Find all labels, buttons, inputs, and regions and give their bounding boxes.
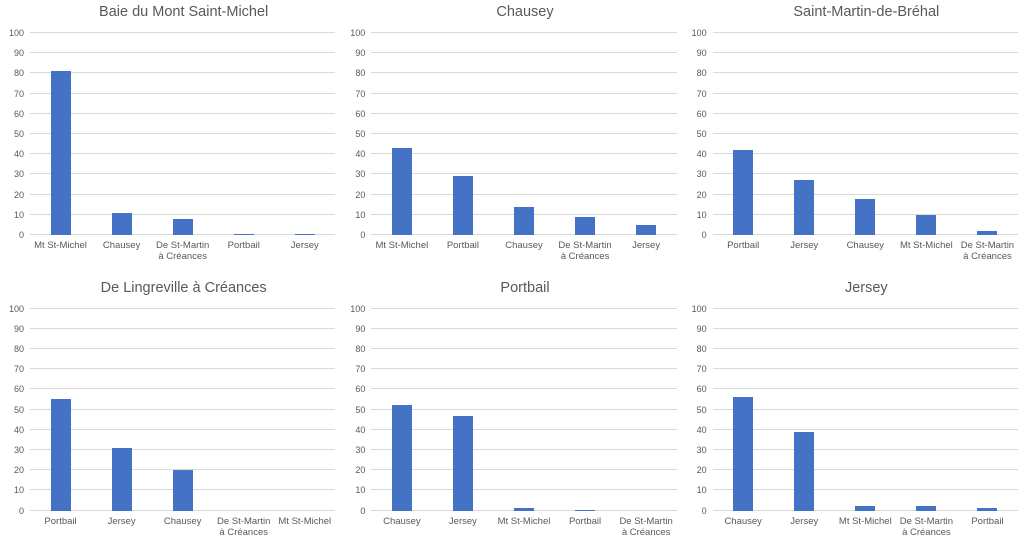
gridline xyxy=(371,368,676,369)
y-tick-label: 50 xyxy=(13,129,24,139)
gridline xyxy=(30,368,335,369)
y-tick-label: 10 xyxy=(355,209,366,220)
y-tick-label: 30 xyxy=(696,169,707,180)
bar-chausey xyxy=(392,405,412,510)
gridline xyxy=(713,32,1018,33)
y-tick-label: 70 xyxy=(355,88,366,99)
gridline xyxy=(371,328,676,329)
y-tick-label: 60 xyxy=(13,108,24,119)
gridline xyxy=(371,449,676,450)
y-tick-label: 70 xyxy=(13,88,24,99)
gridline xyxy=(30,308,335,309)
bar-portbail xyxy=(453,176,473,235)
chart-title: Chausey xyxy=(496,4,554,20)
y-tick-label: 90 xyxy=(13,48,24,59)
gridline xyxy=(713,348,1018,349)
gridline xyxy=(713,308,1018,309)
bar-mt-st-michel xyxy=(51,71,71,235)
plot-area xyxy=(713,33,1018,235)
y-tick-label: 70 xyxy=(355,364,366,375)
x-category-label: Jersey xyxy=(448,515,477,527)
bar-portbail xyxy=(51,399,71,510)
y-tick-label: 60 xyxy=(696,384,707,395)
gridline xyxy=(371,348,676,349)
y-tick-label: 50 xyxy=(696,129,707,139)
y-tick-label: 30 xyxy=(355,444,366,455)
y-tick-label: 30 xyxy=(355,169,366,180)
x-category-label: Jersey xyxy=(790,240,819,251)
bar-chausey xyxy=(855,199,875,235)
gridline xyxy=(371,72,676,73)
y-tick-label: 50 xyxy=(355,404,366,415)
x-category-label: Mt St-Michel xyxy=(838,515,892,527)
gridline xyxy=(30,52,335,53)
y-tick-label: 40 xyxy=(13,149,24,160)
y-tick-label: 20 xyxy=(13,465,24,476)
y-tick-label: 0 xyxy=(701,230,707,240)
x-category-label: Chausey xyxy=(505,240,543,251)
gridline xyxy=(371,133,676,134)
gridline xyxy=(713,489,1018,490)
chart-title: Saint-Martin-de-Bréhal xyxy=(793,4,940,20)
y-tick-label: 90 xyxy=(355,323,366,334)
x-category-label: Mt St-Michel xyxy=(34,240,87,251)
y-tick-label: 10 xyxy=(355,485,366,496)
gridline xyxy=(30,113,335,114)
bar-mt-st-michel xyxy=(514,508,534,510)
x-axis-labels xyxy=(30,516,335,539)
y-tick-label: 10 xyxy=(696,209,707,220)
bar-jersey xyxy=(794,432,814,511)
gridline xyxy=(30,194,335,195)
y-axis xyxy=(0,28,26,240)
gridline xyxy=(30,388,335,389)
x-category-label: Chausey xyxy=(163,515,202,527)
y-tick-label: 20 xyxy=(696,189,707,200)
gridline xyxy=(30,153,335,154)
x-category-label: Portbail xyxy=(44,515,77,527)
x-category-label: Portbail xyxy=(446,240,480,251)
y-tick-label: 50 xyxy=(355,129,366,139)
bar-mt-st-michel xyxy=(916,215,936,235)
bar-mt-st-michel xyxy=(855,506,875,510)
bar-jersey xyxy=(453,416,473,511)
y-axis xyxy=(341,28,367,240)
gridline xyxy=(713,153,1018,154)
bar-portbail xyxy=(234,234,254,235)
y-tick-label: 100 xyxy=(691,303,707,314)
plot-area xyxy=(713,309,1018,511)
gridline xyxy=(30,409,335,410)
gridline xyxy=(371,469,676,470)
bar-portbail xyxy=(977,508,997,510)
y-tick-label: 60 xyxy=(13,384,24,395)
gridline xyxy=(30,214,335,215)
chart-baie-du-mont-saint-michel xyxy=(0,0,341,276)
gridline xyxy=(713,93,1018,94)
y-tick-label: 60 xyxy=(696,108,707,119)
gridline xyxy=(371,194,676,195)
x-category-label: De St-Martin à Créances xyxy=(960,240,1015,263)
y-tick-label: 30 xyxy=(696,444,707,455)
gridline xyxy=(371,308,676,309)
chart-title: Portbail xyxy=(500,279,550,296)
plot-area xyxy=(30,33,335,235)
x-category-label: Chausey xyxy=(724,515,762,527)
gridline xyxy=(713,449,1018,450)
y-tick-label: 80 xyxy=(13,343,24,354)
y-tick-label: 10 xyxy=(696,485,707,496)
gridline xyxy=(371,489,676,490)
y-tick-label: 0 xyxy=(18,505,24,516)
bar-portbail xyxy=(733,150,753,235)
gridline xyxy=(30,72,335,73)
gridline xyxy=(30,449,335,450)
x-category-label: De St-Martin à Créances xyxy=(155,240,210,263)
y-tick-label: 30 xyxy=(13,169,24,180)
bar-chausey xyxy=(733,397,753,510)
chart-title: Jersey xyxy=(844,279,888,296)
y-tick-label: 80 xyxy=(355,68,366,79)
gridline xyxy=(30,133,335,134)
y-tick-label: 0 xyxy=(701,505,707,516)
y-axis xyxy=(341,303,367,516)
y-tick-label: 100 xyxy=(691,28,707,38)
y-tick-label: 80 xyxy=(13,68,24,79)
gridline xyxy=(371,388,676,389)
gridline xyxy=(371,409,676,410)
chart-saint-martin-de-brehal xyxy=(683,0,1024,276)
gridline xyxy=(371,173,676,174)
y-tick-label: 0 xyxy=(360,230,366,240)
y-tick-label: 100 xyxy=(8,28,24,38)
gridline xyxy=(713,429,1018,430)
y-axis xyxy=(0,303,26,516)
chart-portbail xyxy=(341,276,682,551)
chart-chausey xyxy=(341,0,682,276)
bar-chausey xyxy=(173,470,193,510)
x-category-label: De St-Martin à Créances xyxy=(619,515,673,538)
gridline xyxy=(371,52,676,53)
y-tick-label: 70 xyxy=(696,364,707,375)
gridline xyxy=(713,113,1018,114)
x-category-label: De St-Martin à Créances xyxy=(899,515,954,538)
gridline xyxy=(713,173,1018,174)
y-tick-label: 60 xyxy=(355,384,366,395)
gridline xyxy=(371,429,676,430)
x-category-label: Mt St-Michel xyxy=(899,240,953,251)
x-category-label: Mt St-Michel xyxy=(497,515,551,527)
bar-de-st-martin-cr-ances xyxy=(916,506,936,510)
y-tick-label: 40 xyxy=(355,149,366,160)
y-tick-label: 100 xyxy=(350,303,366,314)
bar-jersey xyxy=(112,448,132,511)
y-tick-label: 90 xyxy=(355,48,366,59)
y-tick-label: 80 xyxy=(696,343,707,354)
plot-area xyxy=(371,309,676,511)
gridline xyxy=(30,348,335,349)
y-tick-label: 40 xyxy=(696,424,707,435)
y-tick-label: 80 xyxy=(355,343,366,354)
gridline xyxy=(30,328,335,329)
x-category-label: Jersey xyxy=(290,240,319,251)
y-tick-label: 100 xyxy=(8,303,24,314)
x-category-label: Chausey xyxy=(846,240,885,251)
bar-jersey xyxy=(794,180,814,235)
y-tick-label: 20 xyxy=(355,189,366,200)
gridline xyxy=(30,429,335,430)
gridline xyxy=(713,469,1018,470)
y-tick-label: 0 xyxy=(18,230,24,240)
x-category-label: Jersey xyxy=(790,515,819,527)
x-category-label: Portbail xyxy=(568,515,602,527)
x-axis-labels xyxy=(371,516,676,539)
chart-de-lingreville-a-creances xyxy=(0,276,341,551)
y-tick-label: 70 xyxy=(13,364,24,375)
gridline xyxy=(713,133,1018,134)
y-tick-label: 70 xyxy=(696,88,707,99)
x-category-label: De St-Martin à Créances xyxy=(558,240,612,263)
y-axis xyxy=(683,303,709,516)
y-axis xyxy=(683,28,709,240)
y-tick-label: 10 xyxy=(13,209,24,220)
y-tick-label: 10 xyxy=(13,485,24,496)
x-category-label: Portbail xyxy=(227,240,260,251)
y-tick-label: 80 xyxy=(696,68,707,79)
gridline xyxy=(713,52,1018,53)
chart-jersey xyxy=(683,276,1024,551)
x-axis-labels xyxy=(371,240,676,263)
x-category-label: Chausey xyxy=(102,240,141,251)
y-tick-label: 40 xyxy=(696,149,707,160)
plot-area xyxy=(371,33,676,235)
y-tick-label: 40 xyxy=(355,424,366,435)
x-category-label: Portbail xyxy=(727,240,760,251)
bar-jersey xyxy=(295,234,315,235)
x-category-label: Portbail xyxy=(971,515,1004,527)
y-tick-label: 90 xyxy=(696,48,707,59)
gridline xyxy=(713,194,1018,195)
y-tick-label: 20 xyxy=(355,465,366,476)
y-tick-label: 40 xyxy=(13,424,24,435)
gridline xyxy=(713,368,1018,369)
bar-portbail xyxy=(575,510,595,511)
bar-jersey xyxy=(636,225,656,235)
chart-title: Baie du Mont Saint-Michel xyxy=(99,4,269,20)
gridline xyxy=(713,72,1018,73)
bar-de-st-martin-cr-ances xyxy=(977,231,997,235)
plot-area xyxy=(30,309,335,511)
x-category-label: Jersey xyxy=(107,515,136,527)
gridline xyxy=(371,32,676,33)
chart-title: De Lingreville à Créances xyxy=(100,279,267,296)
bar-de-st-martin-cr-ances xyxy=(575,217,595,235)
y-tick-label: 90 xyxy=(696,323,707,334)
y-tick-label: 20 xyxy=(696,465,707,476)
gridline xyxy=(371,153,676,154)
x-axis-labels xyxy=(713,516,1018,539)
bar-chausey xyxy=(112,213,132,235)
bar-mt-st-michel xyxy=(392,148,412,235)
y-tick-label: 50 xyxy=(13,404,24,415)
gridline xyxy=(371,113,676,114)
y-tick-label: 0 xyxy=(360,505,366,516)
gridline xyxy=(30,32,335,33)
y-tick-label: 60 xyxy=(355,108,366,119)
gridline xyxy=(713,328,1018,329)
x-category-label: Mt St-Michel xyxy=(278,515,332,527)
bar-chausey xyxy=(514,207,534,235)
x-axis-labels xyxy=(30,240,335,263)
x-category-label: Chausey xyxy=(383,515,421,527)
y-tick-label: 20 xyxy=(13,189,24,200)
gridline xyxy=(713,409,1018,410)
y-tick-label: 30 xyxy=(13,444,24,455)
gridline xyxy=(371,93,676,94)
gridline xyxy=(30,93,335,94)
y-tick-label: 100 xyxy=(350,28,366,38)
gridline xyxy=(713,388,1018,389)
y-tick-label: 50 xyxy=(696,404,707,415)
bar-de-st-martin-cr-ances xyxy=(173,219,193,235)
x-category-label: Mt St-Michel xyxy=(375,240,429,251)
x-category-label: Jersey xyxy=(632,240,661,251)
x-axis-labels xyxy=(713,240,1018,263)
gridline xyxy=(30,173,335,174)
y-tick-label: 90 xyxy=(13,323,24,334)
x-category-label: De St-Martin à Créances xyxy=(217,515,271,538)
